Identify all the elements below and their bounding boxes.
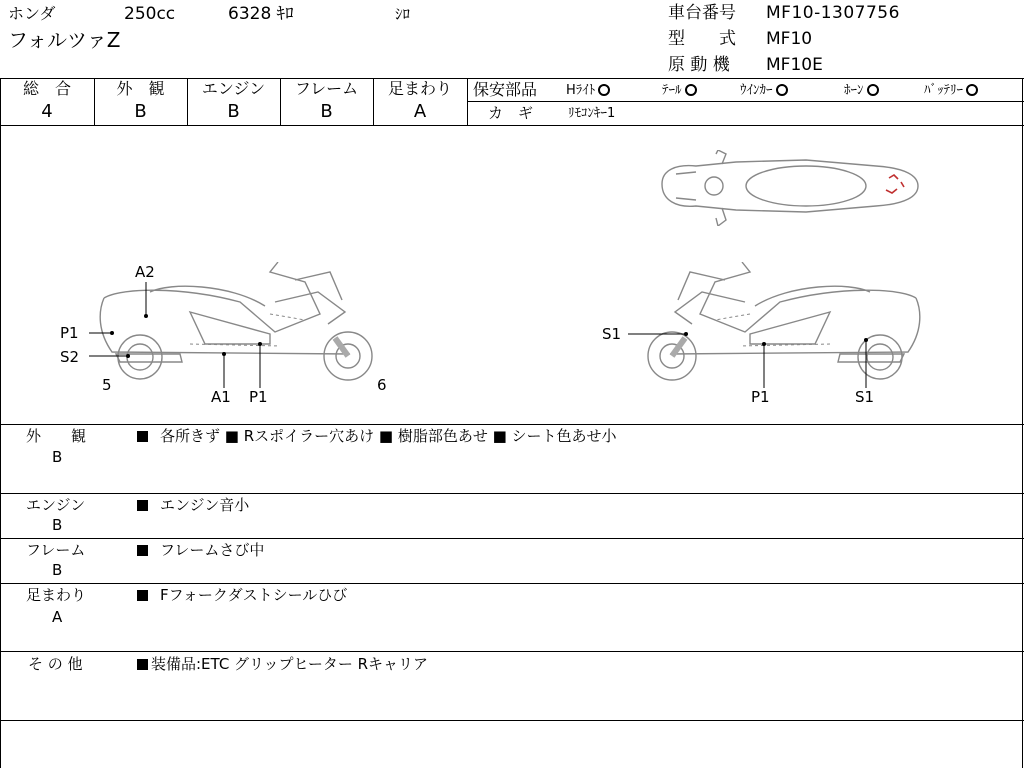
detail-engine-grade: B bbox=[52, 516, 63, 534]
bullet-square-icon bbox=[137, 590, 148, 601]
safety-horn: ﾎｰﾝ bbox=[844, 84, 879, 97]
engine-label: 原 動 機 bbox=[668, 55, 730, 75]
damage-label-5: 5 bbox=[102, 376, 112, 394]
damage-label-p1: P1 bbox=[60, 324, 79, 342]
safety-tail: ﾃｰﾙ bbox=[662, 84, 697, 97]
engine-grade-label: エンジン bbox=[201, 79, 266, 98]
damage-label-p1-right: P1 bbox=[751, 388, 770, 406]
safety-battery: ﾊﾞｯﾃﾘｰ bbox=[924, 84, 978, 97]
engine-value: MF10E bbox=[766, 55, 823, 75]
damage-label-a1: A1 bbox=[211, 388, 231, 406]
frame-no: MF10-1307756 bbox=[766, 3, 900, 23]
key-value: ﾘﾓｺﾝｷｰ1 bbox=[568, 106, 616, 121]
exterior-label: 外 観 bbox=[116, 79, 165, 98]
detail-suspension-grade: A bbox=[52, 608, 63, 626]
detail-frame-label: フレーム bbox=[26, 541, 86, 559]
bullet-square-icon bbox=[137, 659, 148, 670]
detail-exterior-text: 各所きず ■ Rスポイラー穴あけ ■ 樹脂部色あせ ■ シート色あせ小 bbox=[137, 429, 617, 444]
damage-label-s1-right: S1 bbox=[855, 388, 875, 406]
detail-suspension-label: 足まわり bbox=[26, 586, 87, 604]
mileage: 6328 ｷﾛ bbox=[228, 4, 294, 24]
key-label: カ ギ bbox=[488, 104, 534, 122]
bullet-square-icon bbox=[137, 500, 148, 511]
frame-no-label: 車台番号 bbox=[668, 3, 736, 23]
detail-frame-grade: B bbox=[52, 561, 63, 579]
detail-frame-text: フレームさび中 bbox=[137, 543, 264, 558]
detail-other-text: 装備品:ETC グリップヒーター Rキャリア bbox=[137, 657, 428, 672]
damage-label-6: 6 bbox=[377, 376, 387, 394]
safety-winker: ｳｲﾝｶｰ bbox=[740, 84, 788, 97]
damage-label-p1-lower: P1 bbox=[249, 388, 268, 406]
exterior-grade: B bbox=[134, 101, 147, 122]
detail-exterior-label: 外 観 bbox=[26, 427, 87, 445]
frame-grade: B bbox=[320, 101, 333, 122]
type-value: MF10 bbox=[766, 29, 813, 49]
overall-label: 総 合 bbox=[22, 79, 71, 98]
displacement: 250cc bbox=[124, 4, 176, 24]
safety-parts-label: 保安部品 bbox=[473, 80, 538, 99]
bullet-square-icon bbox=[137, 431, 148, 442]
detail-engine-label: エンジン bbox=[26, 496, 86, 514]
maker: ホンダ bbox=[8, 4, 56, 23]
safety-headlight: Hﾗｲﾄ bbox=[566, 84, 610, 97]
suspension-grade: A bbox=[413, 101, 427, 122]
bullet-square-icon bbox=[137, 545, 148, 556]
frame-grade-label: フレーム bbox=[294, 79, 359, 98]
damage-label-s2: S2 bbox=[60, 348, 80, 366]
color: ｼﾛ bbox=[395, 5, 411, 23]
detail-other-label: そ の 他 bbox=[28, 655, 83, 673]
detail-suspension-text: Fフォークダストシールひび bbox=[137, 588, 347, 603]
suspension-grade-label: 足まわり bbox=[387, 79, 452, 98]
type-label: 型 式 bbox=[668, 29, 736, 49]
damage-label-a2: A2 bbox=[135, 263, 155, 281]
engine-grade: B bbox=[227, 101, 240, 122]
detail-engine-text: エンジン音小 bbox=[137, 498, 249, 513]
detail-exterior-grade: B bbox=[52, 448, 63, 466]
model-name: フォルツァZ bbox=[8, 28, 121, 52]
overall-grade: 4 bbox=[41, 101, 53, 122]
damage-label-s1: S1 bbox=[602, 325, 622, 343]
